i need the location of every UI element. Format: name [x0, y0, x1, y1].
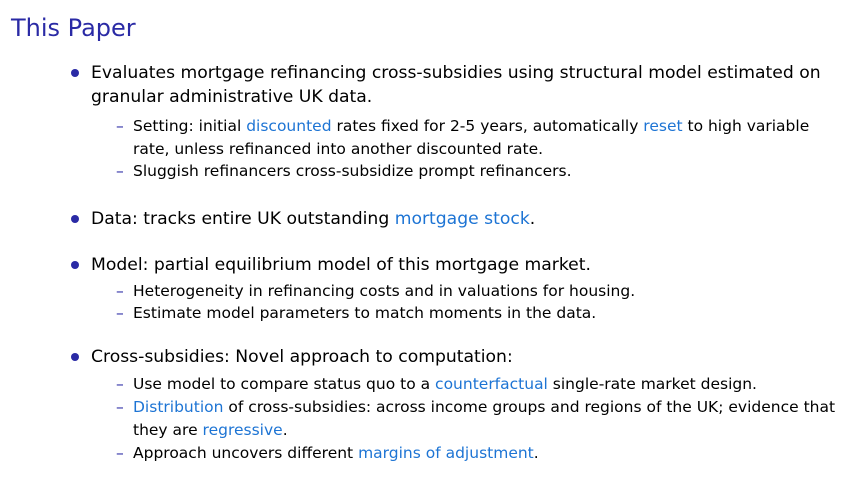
- sub-bullet-text: Use model to compare status quo to a counterfactual single-rate market design.: [133, 375, 757, 393]
- link-margins-of-adjustment[interactable]: margins of adjustment: [358, 444, 534, 462]
- sub-bullet-dash: –: [116, 117, 124, 135]
- sub-bullet-dash: –: [116, 304, 124, 322]
- link-mortgage-stock[interactable]: mortgage stock: [394, 209, 530, 229]
- sub-bullet-text: Distribution of cross-subsidies: across income groups and regions of the UK; evidence that they are regressive.: [133, 398, 836, 439]
- sub-bullet-text: Heterogeneity in refinancing costs and in valuations for housing.: [133, 282, 636, 300]
- link-reset[interactable]: reset: [643, 117, 683, 135]
- sub-bullet-setting: [116, 115, 836, 161]
- sub-bullet-text: Approach uncovers different margins of adjustment.: [133, 444, 539, 462]
- bullet-dot: [71, 215, 79, 223]
- link-discounted[interactable]: discounted: [246, 117, 332, 135]
- bullet-dot: [71, 69, 79, 77]
- sub-bullet-estimate: [116, 302, 836, 325]
- bullet-data: [71, 207, 846, 231]
- slide-title: This Paper: [11, 14, 136, 42]
- sub-bullet-dash: –: [116, 444, 124, 462]
- bullet-model: [71, 253, 846, 277]
- bullet-text: Cross-subsidies: Novel approach to computation:: [91, 347, 513, 367]
- sub-bullet-counterfactual: [116, 373, 836, 396]
- bullet-text: Data: tracks entire UK outstanding mortgage stock.: [91, 209, 536, 229]
- sub-bullet-text: Sluggish refinancers cross-subsidize prompt refinancers.: [133, 162, 572, 180]
- sub-bullet-text: Setting: initial discounted rates fixed for 2-5 years, automatically reset to high variable rate, unless refinanced into another discounted rate.: [133, 117, 810, 158]
- sub-bullet-dash: –: [116, 162, 124, 180]
- sub-bullet-sluggish: [116, 160, 836, 183]
- bullet-cross-subsidies: [71, 345, 846, 369]
- bullet-text: Model: partial equilibrium model of this mortgage market.: [91, 255, 591, 275]
- link-regressive[interactable]: regressive: [202, 421, 283, 439]
- sub-bullet-dash: –: [116, 398, 124, 416]
- sub-bullet-dash: –: [116, 375, 124, 393]
- sub-bullet-text: Estimate model parameters to match moments in the data.: [133, 304, 597, 322]
- sub-bullet-dash: –: [116, 282, 124, 300]
- bullet-evaluates: [71, 61, 846, 109]
- sub-bullet-approach: [116, 442, 836, 465]
- bullet-dot: [71, 261, 79, 269]
- sub-bullet-distribution: [116, 396, 836, 442]
- sub-bullet-heterogeneity: [116, 280, 836, 303]
- link-distribution[interactable]: Distribution: [133, 398, 224, 416]
- link-counterfactual[interactable]: counterfactual: [435, 375, 548, 393]
- bullet-text: Evaluates mortgage refinancing cross-subsidies using structural model estimated on granular administrative UK data.: [91, 63, 821, 107]
- bullet-dot: [71, 353, 79, 361]
